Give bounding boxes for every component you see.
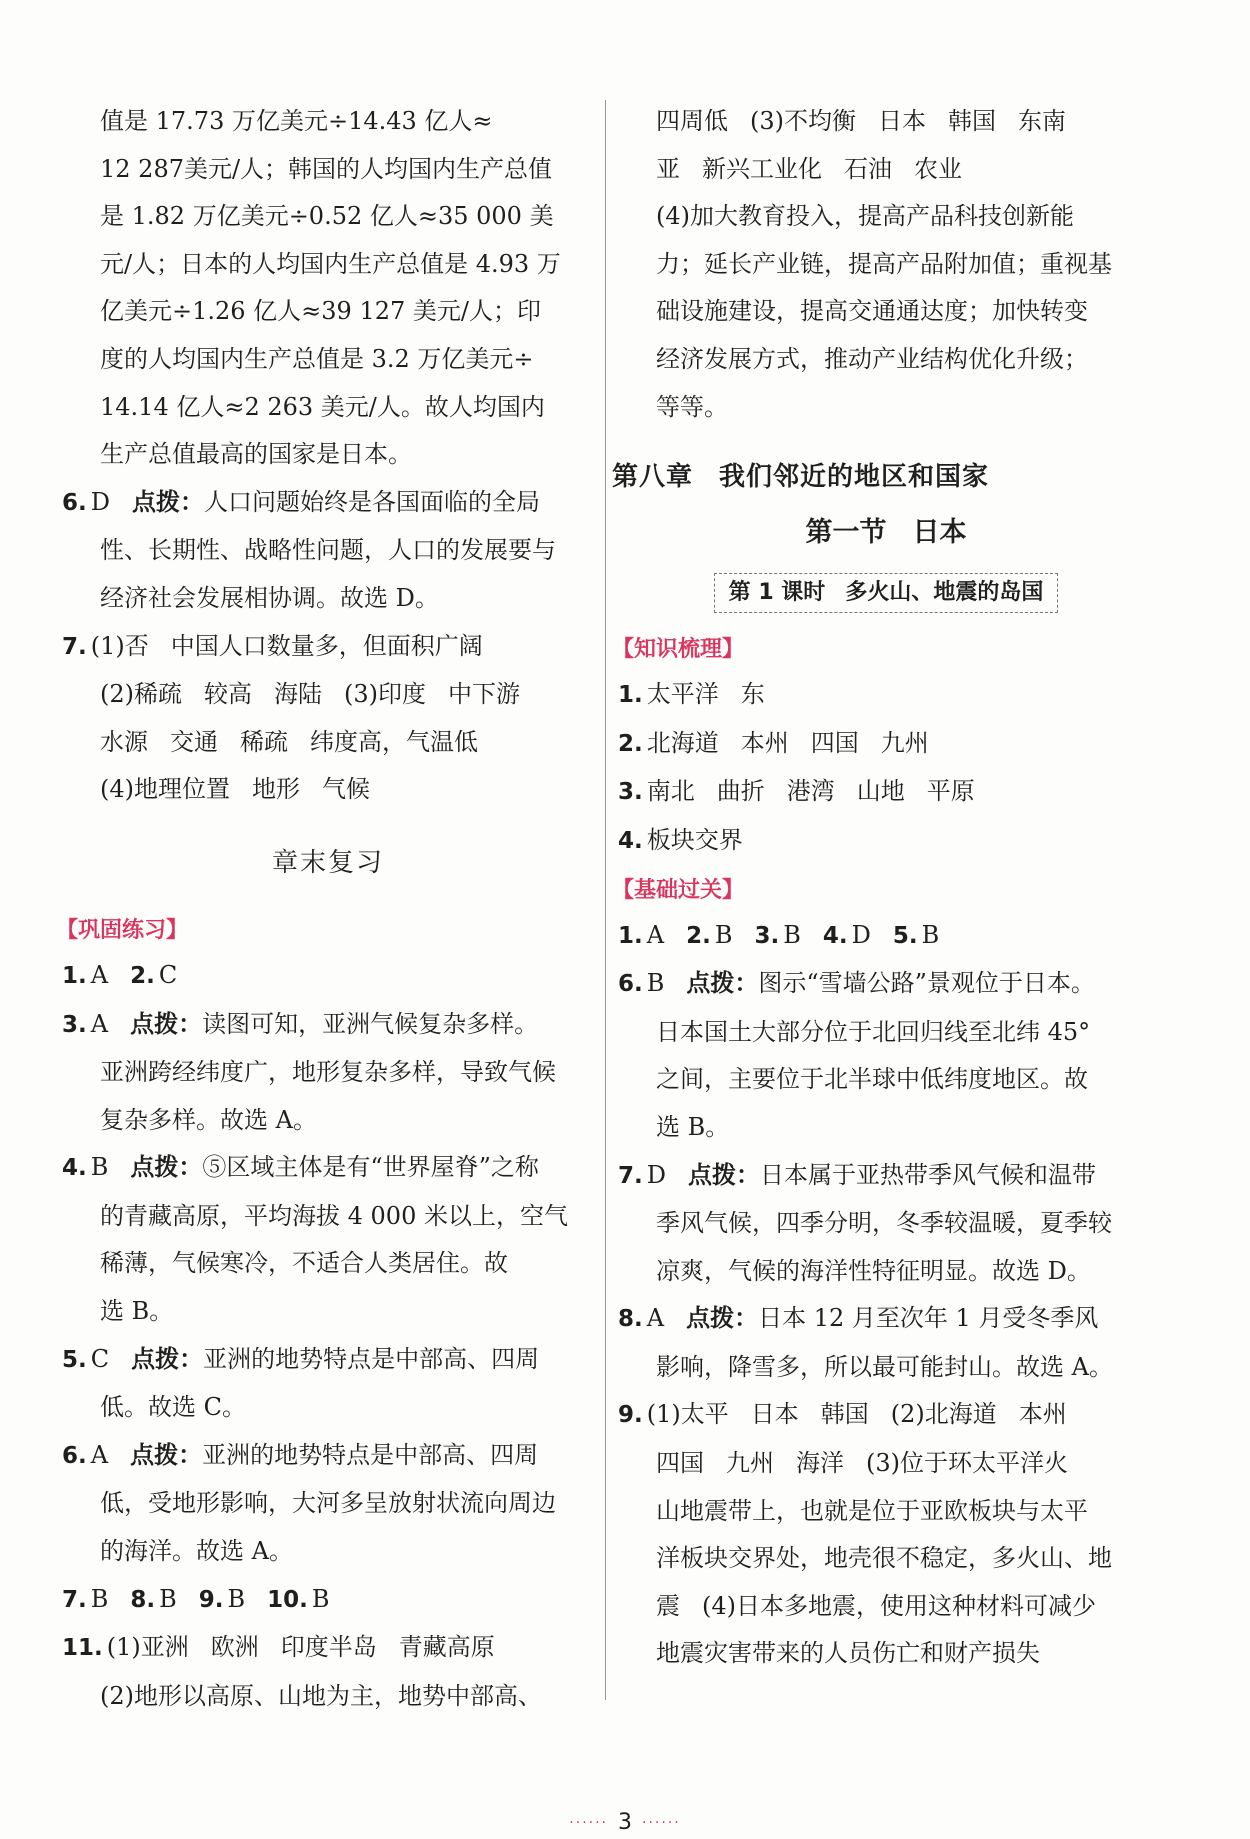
hint-text: 影响，降雪多，所以最可能封山。故选 A。 [656, 1352, 1113, 1381]
answer-text: (4)加大教育投入，提高产品科技创新能 [656, 202, 1074, 231]
answer-text: (2)稀疏 [100, 680, 182, 709]
hint-text: 低。故选 C。 [100, 1393, 246, 1422]
answer-letter: B [783, 920, 801, 949]
answer-text: 韩国 [820, 1400, 869, 1429]
answer-letter: C [158, 960, 178, 989]
text-line: 亿美元÷1.26 亿人≈39 127 美元/人；印 [100, 297, 541, 326]
answer-letter: B [646, 969, 665, 998]
question-number: 7. [62, 633, 87, 660]
question-number: 8. [618, 1306, 643, 1333]
hint-text: 亚洲跨经纬度广，地形复杂多样，导致气候 [100, 1058, 556, 1087]
answer-text: 日本 [878, 107, 926, 135]
hint-label: 点拨： [130, 1440, 203, 1469]
answer-letter: B [311, 1584, 330, 1613]
answer-letter: A [90, 1009, 109, 1038]
hint-text: 稀薄，气候寒冷，不适合人类居住。故 [100, 1249, 508, 1278]
answer-text: 曲折 [716, 777, 765, 806]
knowledge-1 [618, 671, 1154, 720]
review-answer-6 [62, 1432, 594, 1576]
hint-text: 亚洲的地势特点是中部高、四周 [203, 1344, 540, 1373]
answer-text: 海洋 [796, 1449, 844, 1478]
answer-text: 稀疏 [240, 727, 288, 756]
answer-letter: C [90, 1344, 110, 1373]
question-number: 6. [618, 971, 643, 998]
q5-continuation [62, 98, 594, 479]
answers-1-2 [62, 952, 594, 1001]
answer-letter: A [646, 1304, 665, 1333]
hint-text: 选 B。 [656, 1112, 730, 1141]
basic-answer-7 [618, 1152, 1154, 1296]
practice-tag: 【巩固练习】 [56, 917, 189, 943]
answer-text: 等等。 [656, 392, 728, 421]
answer-text: 较高 [204, 680, 252, 709]
answer-text: 经济发展方式，推动产业结构优化升级； [656, 344, 1088, 373]
section-number: 第一节 [805, 517, 887, 549]
answer-text: 日本 [750, 1400, 799, 1429]
basic-tag: 【基础过关】 [612, 877, 745, 903]
answer-text: (4)地理位置 [100, 775, 230, 804]
answer-text: 亚 [656, 154, 680, 183]
answer-letter: D [851, 920, 871, 949]
answer-text: 海陆 [274, 680, 322, 709]
review-answer-4 [62, 1144, 594, 1335]
answer-text: 力；延长产业链，提高产品附加值；重视基 [656, 249, 1112, 278]
hint-text: 日本属于亚热带季风气候和温带 [760, 1160, 1096, 1189]
text-line: 度的人均国内生产总值是 3.2 万亿美元÷ [100, 344, 534, 373]
answer-text: 南北 [646, 777, 695, 806]
question-number: 11. [62, 1635, 103, 1662]
answer-6 [62, 479, 594, 623]
hint-label: 点拨： [132, 487, 204, 516]
answer-text: 气候 [322, 775, 370, 804]
hint-text: 低，受地形影响，大河多呈放射状流向周边 [100, 1489, 556, 1518]
hint-text: 凉爽，气候的海洋性特征明显。故选 D。 [656, 1256, 1091, 1285]
answer-text: 东 [740, 680, 765, 709]
hint-text: 图示“雪墙公路”景观位于日本。 [758, 969, 1095, 998]
hint-text: 日本 12 月至次年 1 月受冬季风 [758, 1304, 1099, 1333]
answer-letter: B [227, 1584, 246, 1613]
answer-text: 港湾 [786, 777, 835, 806]
section-title: 章末复习 [271, 847, 384, 878]
answer-text: 本州 [1018, 1400, 1067, 1429]
text-line: 12 287美元/人；韩国的人均国内生产总值 [100, 154, 553, 183]
right-column [612, 98, 1154, 1678]
answer-text: 础设施建设，提高交通通达度；加快转变 [656, 297, 1088, 326]
answer-text: 欧洲 [210, 1633, 259, 1662]
answer-text: 太平洋 [646, 680, 719, 709]
hint-text: 日本国土大部分位于北回归线至北纬 45° [656, 1017, 1091, 1046]
question-number: 5. [892, 922, 918, 949]
answer-letter: A [90, 960, 109, 989]
question-number: 5. [62, 1346, 87, 1373]
answer-text: (1)否 [90, 631, 149, 660]
text-line: 是 1.82 万亿美元÷0.52 亿人≈35 000 美 [100, 202, 554, 231]
answer-text: 洋板块交界处，地壳很不稳定，多火山、地 [656, 1544, 1112, 1573]
answer-text: 青藏高原 [398, 1633, 495, 1662]
hint-text: 读图可知，亚洲气候复杂多样。 [202, 1009, 539, 1038]
question-number: 4. [822, 922, 848, 949]
answer-text: 四国 [656, 1449, 704, 1478]
answer-text: 九州 [726, 1449, 774, 1478]
hint-text: 人口问题始终是各国面临的全局 [204, 487, 540, 516]
answers-7-10 [62, 1576, 594, 1625]
answer-text: 韩国 [948, 107, 996, 135]
hint-label: 点拨： [130, 1153, 203, 1182]
basic-answer-8 [618, 1295, 1154, 1391]
basic-answer-6 [618, 960, 1154, 1151]
answer-text: (2)北海道 [890, 1400, 997, 1429]
answer-7 [62, 623, 594, 814]
answer-text: (2)地形以高原、山地为主，地势中部高、 [100, 1681, 542, 1710]
question-number: 9. [198, 1586, 224, 1613]
text-line: 生产总值最高的国家是日本。 [100, 440, 412, 469]
hint-label: 点拨： [131, 1344, 204, 1373]
question-number: 1. [62, 962, 87, 989]
answer-letter: A [90, 1440, 109, 1469]
question-number: 1. [618, 922, 643, 949]
hint-label: 点拨： [688, 1160, 760, 1189]
hint-text: 之间，主要位于北半球中低纬度地区。故 [656, 1065, 1088, 1094]
answer-text: 地震灾害带来的人员伤亡和财产损失 [656, 1639, 1040, 1668]
answer-letter: B [90, 1584, 109, 1613]
chapter-name: 我们邻近的地区和国家 [719, 462, 990, 493]
footer-dots-left: ······ [569, 1815, 608, 1831]
question-number: 7. [618, 1162, 643, 1189]
answer-text: (3)不均衡 [750, 107, 856, 135]
answer-text: 四国 [810, 728, 859, 757]
hint-label: 点拨： [686, 969, 759, 998]
answer-text: (4)日本多地震，使用这种材料可减少 [702, 1591, 1096, 1620]
question-number: 2. [130, 962, 155, 989]
answer-text: 中国人口数量多，但面积广阔 [170, 631, 483, 660]
footer-dots-right: ······ [642, 1815, 681, 1831]
left-column [56, 98, 594, 1720]
knowledge-3 [618, 768, 1154, 817]
text-line: 14.14 亿人≈2 263 美元/人。故人均国内 [100, 392, 545, 421]
review-answer-5 [62, 1336, 594, 1432]
question-number: 1. [618, 682, 643, 709]
answer-letter: B [714, 920, 733, 949]
hint-label: 点拨： [130, 1009, 203, 1038]
question-number: 4. [618, 827, 643, 854]
answer-text: 板块交界 [646, 825, 743, 854]
question-number: 6. [62, 489, 87, 516]
answer-text: (1)亚洲 [106, 1633, 189, 1662]
basic-answers-1-5 [618, 912, 1154, 961]
answer-text: (3)印度 [344, 680, 426, 709]
answer-text: 震 [656, 1591, 680, 1620]
question-number: 3. [618, 779, 643, 806]
hint-text: 性、长期性、战略性问题，人口的发展要与 [100, 536, 556, 565]
answer-text: 农业 [914, 154, 962, 183]
column-divider [605, 100, 606, 1700]
basic-answer-9 [618, 1391, 1154, 1678]
lesson-box [618, 573, 1154, 613]
page-number: 3 [618, 1810, 632, 1835]
answer-text: 山地震带上，也就是位于亚欧板块与太平 [656, 1496, 1088, 1525]
answer-text: 北海道 [646, 728, 719, 757]
answer-letter: D [646, 1160, 666, 1189]
chapter-title [612, 455, 1154, 499]
answer-text: 本州 [740, 728, 789, 757]
answer-letter: A [646, 920, 665, 949]
text-line: 元/人；日本的人均国内生产总值是 4.93 万 [100, 249, 561, 278]
page-footer [0, 1810, 1250, 1835]
answer-text: 石油 [844, 154, 892, 183]
knowledge-4 [618, 817, 1154, 866]
answer-text: 印度半岛 [280, 1633, 377, 1662]
hint-text: ⑤区域主体是有“世界屋脊”之称 [202, 1153, 539, 1182]
question-number: 7. [62, 1586, 87, 1613]
q11-continuation [618, 98, 1154, 431]
question-number: 3. [62, 1011, 87, 1038]
answer-text: 纬度高，气温低 [310, 727, 478, 756]
lesson-number: 第 1 课时 [728, 580, 826, 606]
lesson-title: 多火山、地震的岛国 [845, 580, 1044, 606]
chapter-number: 第八章 [612, 462, 694, 493]
hint-label: 点拨： [686, 1304, 759, 1333]
text-line: 值是 17.73 万亿美元÷14.43 亿人≈ [100, 107, 493, 135]
hint-text: 选 B。 [100, 1297, 174, 1326]
question-number: 6. [62, 1442, 87, 1469]
answer-text: 新兴工业化 [702, 154, 822, 183]
question-number: 2. [686, 922, 711, 949]
answer-text: 四周低 [656, 107, 728, 135]
answer-letter: D [90, 487, 110, 516]
review-answer-3 [62, 1001, 594, 1145]
question-number: 9. [618, 1402, 643, 1429]
answer-text: 中下游 [448, 680, 520, 709]
answer-text: 交通 [170, 727, 218, 756]
knowledge-tag: 【知识梳理】 [612, 637, 745, 663]
answer-letter: B [921, 920, 940, 949]
hint-text: 经济社会发展相协调。故选 D。 [100, 583, 439, 612]
answer-letter: B [90, 1153, 109, 1182]
section-name: 日本 [912, 517, 967, 549]
hint-text: 复杂多样。故选 A。 [100, 1105, 317, 1134]
question-number: 8. [130, 1586, 156, 1613]
answer-text: 东南 [1018, 107, 1066, 135]
question-number: 10. [267, 1586, 308, 1613]
answer-text: 山地 [856, 777, 905, 806]
answer-text: 平原 [926, 777, 975, 806]
section-heading [618, 511, 1154, 555]
hint-text: 的海洋。故选 A。 [100, 1537, 293, 1566]
question-number: 4. [62, 1155, 87, 1182]
answer-text: 地形 [252, 775, 300, 804]
review-answer-11 [62, 1624, 594, 1720]
answer-text: 九州 [880, 728, 929, 757]
hint-text: 季风气候，四季分明，冬季较温暖，夏季较 [656, 1209, 1112, 1238]
knowledge-2 [618, 720, 1154, 769]
answer-text: 水源 [100, 727, 148, 756]
answer-text: (3)位于环太平洋火 [866, 1449, 1068, 1478]
answer-text: (1)太平 [646, 1400, 729, 1429]
question-number: 2. [618, 730, 643, 757]
lesson-label [714, 573, 1059, 613]
question-number: 3. [754, 922, 780, 949]
hint-text: 亚洲的地势特点是中部高、四周 [202, 1440, 539, 1469]
answer-letter: B [159, 1584, 177, 1613]
hint-text: 的青藏高原，平均海拔 4 000 米以上，空气 [100, 1201, 568, 1230]
